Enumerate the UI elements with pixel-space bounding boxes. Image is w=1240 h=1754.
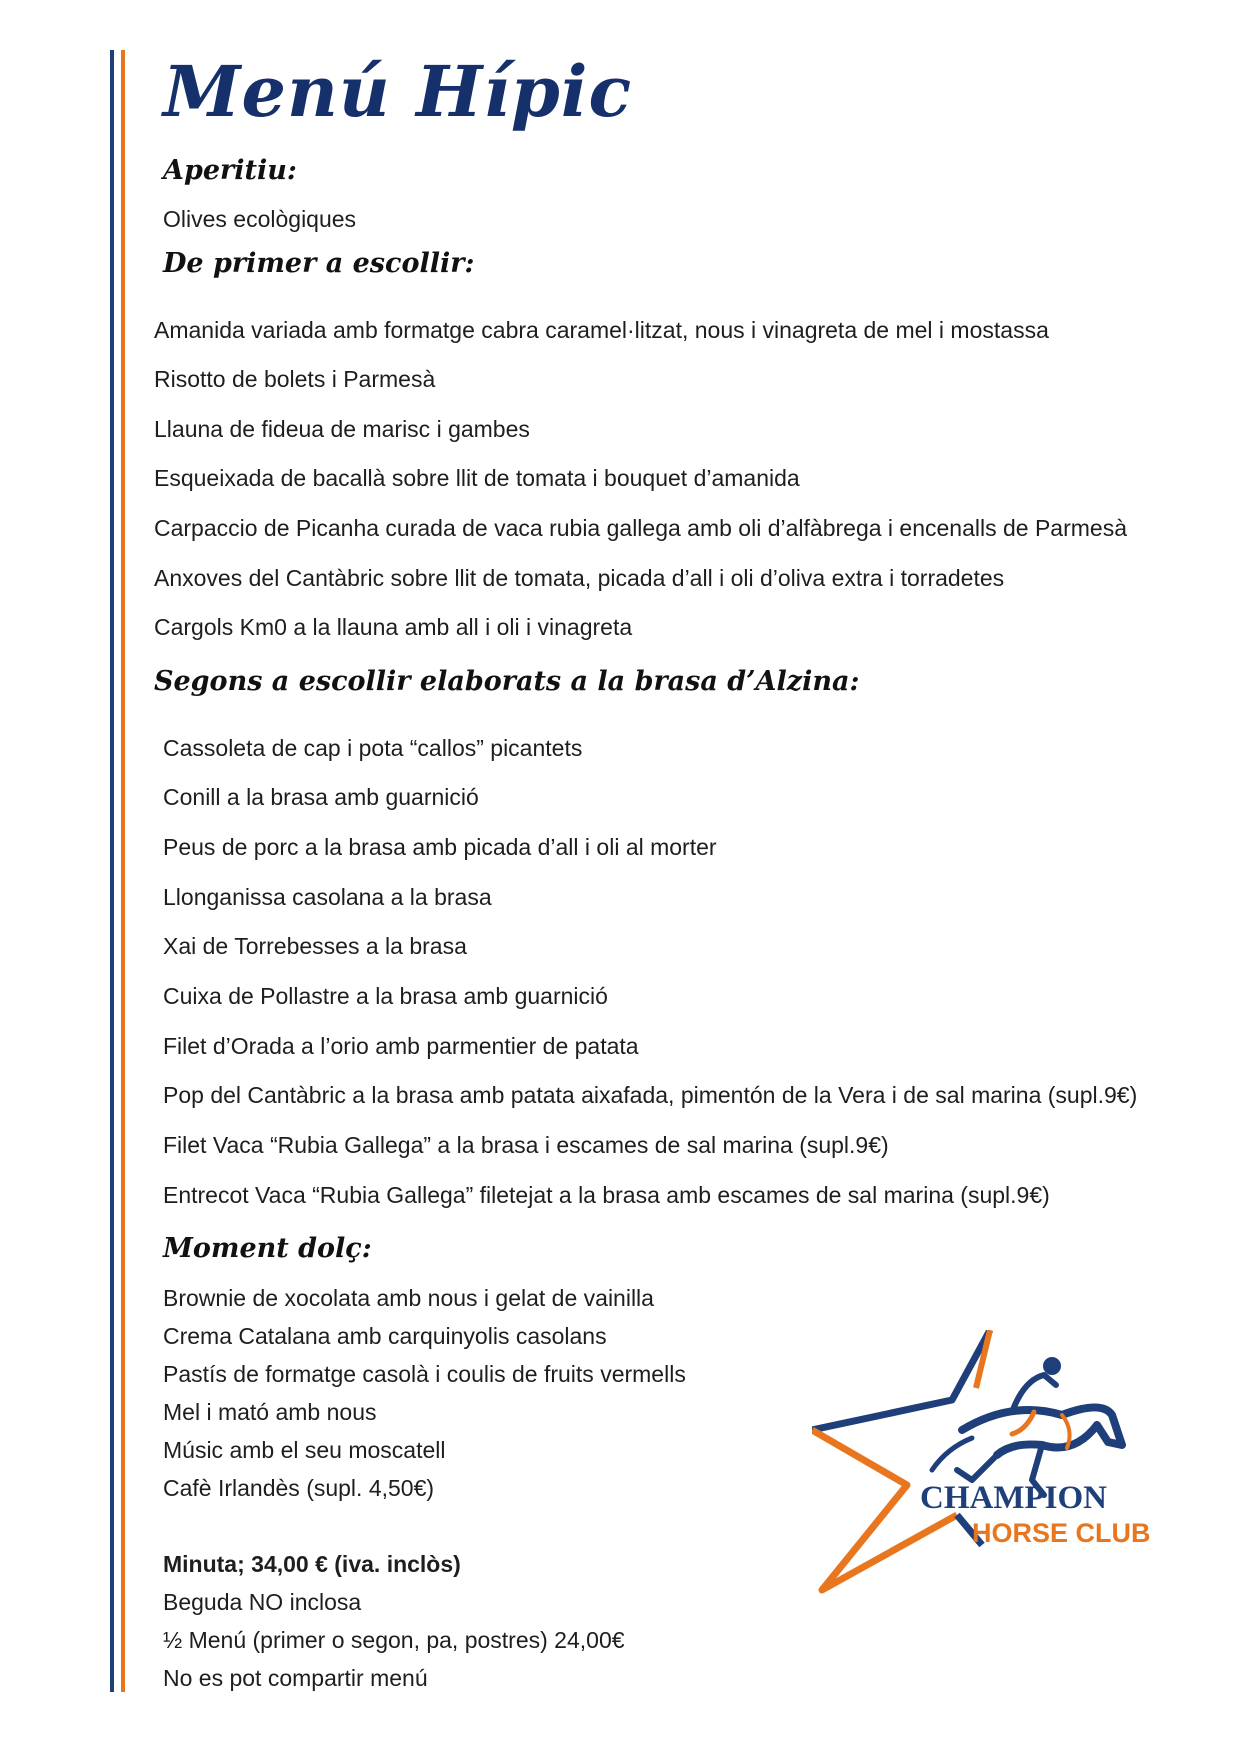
page-title: Menú Hípic	[163, 50, 633, 133]
menu-item: Esqueixada de bacallà sobre llit de tomata i bouquet d’amanida	[154, 465, 800, 491]
menu-item: Xai de Torrebesses a la brasa	[163, 933, 467, 959]
menu-item: Pop del Cantàbric a la brasa amb patata aixafada, pimentón de la Vera i de sal marina (supl.9€)	[163, 1082, 1138, 1108]
menu-item: Cuixa de Pollastre a la brasa amb guarnició	[163, 983, 608, 1009]
champion-horse-club-logo	[812, 1330, 1172, 1600]
menu-item: Filet d’Orada a l’orio amb parmentier de patata	[163, 1033, 639, 1059]
menu-item: Músic amb el seu moscatell	[163, 1437, 446, 1463]
logo-text-horse-club: HORSE CLUB	[972, 1518, 1151, 1548]
menu-item: Cassoleta de cap i pota “callos” picantets	[163, 735, 583, 761]
logo-text-champion: CHAMPION	[920, 1480, 1107, 1516]
half-menu-price: ½ Menú (primer o segon, pa, postres) 24,00€	[163, 1627, 625, 1653]
menu-item: Cargols Km0 a la llauna amb all i oli i vinagreta	[154, 614, 633, 640]
section-heading-aperitiu: Aperitiu:	[163, 155, 297, 186]
menu-item: Carpaccio de Picanha curada de vaca rubia gallega amb oli d’alfàbrega i encenalls de Parmesà	[154, 515, 1127, 541]
price-minuta: Minuta; 34,00 € (iva. inclòs)	[163, 1551, 461, 1577]
menu-item: Risotto de bolets i Parmesà	[154, 366, 436, 392]
menu-item: Filet Vaca “Rubia Gallega” a la brasa i escames de sal marina (supl.9€)	[163, 1132, 889, 1158]
drinks-note: Beguda NO inclosa	[163, 1589, 362, 1615]
menu-item: Crema Catalana amb carquinyolis casolans	[163, 1323, 607, 1349]
section-heading-segons: Segons a escollir elaborats a la brasa d’Alzina:	[154, 666, 860, 697]
menu-item: Mel i mató amb nous	[163, 1399, 377, 1425]
menu-item: Cafè Irlandès (supl. 4,50€)	[163, 1475, 435, 1501]
menu-item: Brownie de xocolata amb nous i gelat de vainilla	[163, 1285, 654, 1311]
menu-item: Peus de porc a la brasa amb picada d’all i oli al morter	[163, 834, 717, 860]
sharing-note: No es pot compartir menú	[163, 1665, 428, 1691]
menu-item: Entrecot Vaca “Rubia Gallega” filetejat a la brasa amb escames de sal marina (supl.9€)	[163, 1182, 1050, 1208]
left-border-orange	[121, 50, 125, 1692]
section-heading-primer: De primer a escollir:	[163, 248, 475, 279]
star-outline-icon	[812, 1330, 990, 1590]
menu-item: Llonganissa casolana a la brasa	[163, 884, 492, 910]
menu-item: Conill a la brasa amb guarnició	[163, 784, 479, 810]
left-border-blue	[110, 50, 114, 1692]
menu-item: Llauna de fideua de marisc i gambes	[154, 416, 530, 442]
menu-item: Amanida variada amb formatge cabra caramel·litzat, nous i vinagreta de mel i mostassa	[154, 317, 1049, 343]
section-heading-dolc: Moment dolç:	[163, 1233, 372, 1264]
menu-item: Olives ecològiques	[163, 206, 357, 232]
menu-item: Anxoves del Cantàbric sobre llit de tomata, picada d’all i oli d’oliva extra i torradetes	[154, 565, 1005, 591]
menu-item: Pastís de formatge casolà i coulis de fruits vermells	[163, 1361, 686, 1387]
